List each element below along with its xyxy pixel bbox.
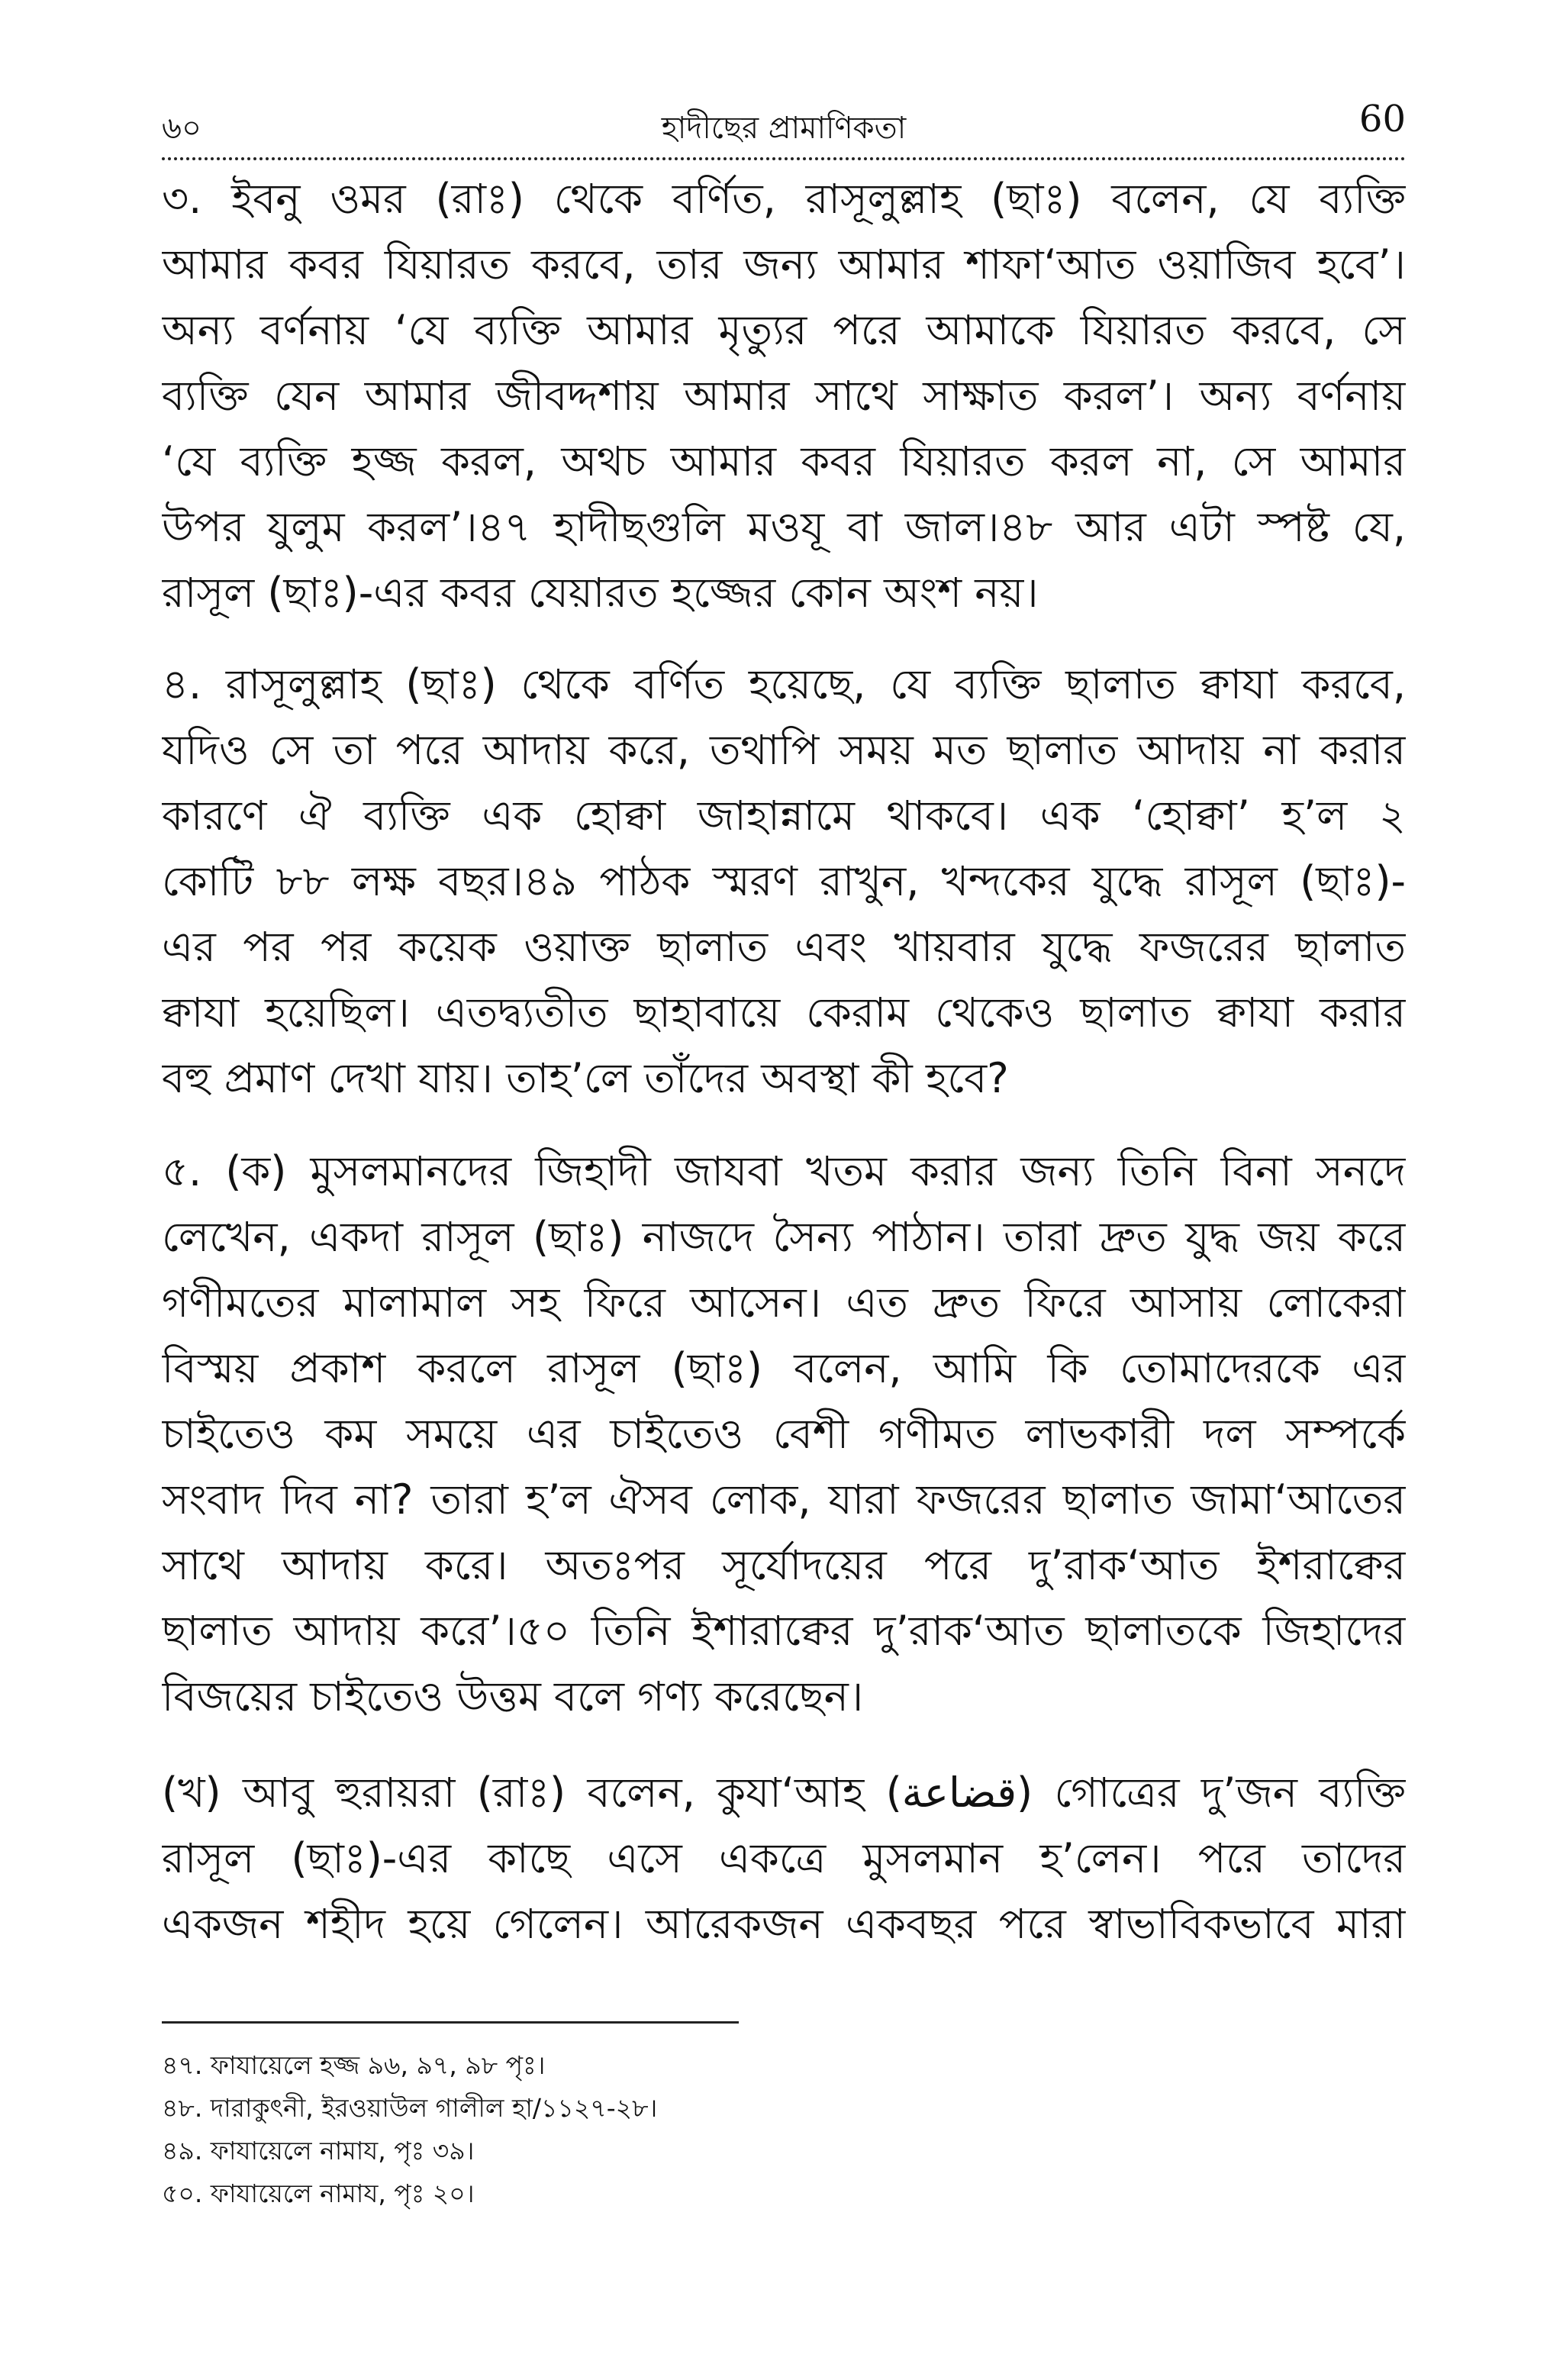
text-line: ছালাত আদায় করে’।৫০ তিনি ইশারাক্বের দু’রাক‘আত ছালাতকে জিহাদের — [162, 1607, 1406, 1655]
text-line: সংবাদ দিব না? তারা হ’ল ঐসব লোক, যারা ফজরের ছালাত জামা‘আতের — [162, 1475, 1406, 1524]
text-line: অন্য বর্ণনায় ‘যে ব্যক্তি আমার মৃত্যুর পরে আমাকে যিয়ারত করবে, সে — [162, 306, 1406, 354]
text-line: কোটি ৮৮ লক্ষ বছর।৪৯ পাঠক স্মরণ রাখুন, খন্দকের যুদ্ধে রাসূল (ছাঃ)- — [162, 857, 1406, 905]
footnote-48: ৪৮. দারাকুৎনী, ইরওয়াউল গালীল হা/১১২৭-২৮। — [162, 2093, 658, 2123]
text-line: বহু প্রমাণ দেখা যায়। তাহ’লে তাঁদের অবস্থা কী হবে? — [162, 1054, 1009, 1102]
text-line: বিজয়ের চাইতেও উত্তম বলে গণ্য করেছেন। — [162, 1672, 864, 1721]
text-line: চাইতেও কম সময়ে এর চাইতেও বেশী গণীমত লাভকারী দল সম্পর্কে — [162, 1410, 1406, 1458]
footnote-50: ৫০. ফাযায়েলে নামায, পৃঃ ২০। — [162, 2178, 475, 2208]
paragraph-5-ka — [162, 1139, 1406, 1730]
text-line: আমার কবর যিয়ারত করবে, তার জন্য আমার শাফা‘আত ওয়াজিব হবে’। — [162, 240, 1406, 289]
text-line: লেখেন, একদা রাসূল (ছাঃ) নাজদে সৈন্য পাঠান। তারা দ্রুত যুদ্ধ জয় করে — [162, 1213, 1406, 1261]
text-line: রাসূল (ছাঃ)-এর কবর যেয়ারত হজ্জের কোন অংশ নয়। — [162, 569, 1039, 617]
running-title: হাদীছের প্রামাণিকতা — [661, 111, 907, 146]
text-line: রাসূল (ছাঃ)-এর কাছে এসে একত্রে মুসলমান হ’লেন। পরে তাদের — [162, 1834, 1406, 1882]
body-text — [162, 166, 1406, 1982]
paragraph-4 — [162, 652, 1406, 1111]
footnote-49: ৪৯. ফাযায়েলে নামায, পৃঃ ৩৯। — [162, 2136, 475, 2166]
text-line: একজন শহীদ হয়ে গেলেন। আরেকজন একবছর পরে স্বাভাবিকভাবে মারা — [162, 1900, 1406, 1948]
text-line: সাথে আদায় করে। অতঃপর সূর্যোদয়ের পরে দু’রাক‘আত ইশরাক্বের — [162, 1541, 1406, 1589]
text-line: ৪. রাসূলুল্লাহ (ছাঃ) থেকে বর্ণিত হয়েছে, যে ব্যক্তি ছালাত ক্বাযা করবে, — [162, 660, 1406, 708]
page-header — [162, 98, 1406, 154]
header-dotted-rule — [162, 157, 1406, 160]
footnote-47: ৪৭. ফাযায়েলে হজ্জ ৯৬, ৯৭, ৯৮ পৃঃ। — [162, 2050, 546, 2080]
text-line: বিস্ময় প্রকাশ করলে রাসূল (ছাঃ) বলেন, আমি কি তোমাদেরকে এর — [162, 1344, 1406, 1392]
text-line: ‘যে ব্যক্তি হজ্জ করল, অথচ আমার কবর যিয়ারত করল না, সে আমার — [162, 437, 1406, 485]
text-line: এর পর পর কয়েক ওয়াক্ত ছালাত এবং খায়বার যুদ্ধে ফজরের ছালাত — [162, 923, 1406, 971]
text-line: উপর যুলুম করল’।৪৭ হাদীছগুলি মওযূ বা জাল।৪৮ আর এটা স্পষ্ট যে, — [162, 503, 1406, 551]
text-line: ৩. ইবনু ওমর (রাঃ) থেকে বর্ণিত, রাসূলুল্লাহ (ছাঃ) বলেন, যে ব্যক্তি — [162, 175, 1406, 223]
page-number: 60 — [1358, 98, 1406, 140]
text-line: গণীমতের মালামাল সহ ফিরে আসেন। এত দ্রুত ফিরে আসায় লোকেরা — [162, 1279, 1406, 1327]
footnotes — [162, 2044, 1406, 2215]
footnote-rule — [162, 2021, 739, 2024]
paragraph-3 — [162, 166, 1406, 626]
text-line: (খ) আবু হুরায়রা (রাঃ) বলেন, কুযা‘আহ (قضاعة) গোত্রের দু’জন ব্যক্তি — [162, 1769, 1406, 1817]
text-line: ক্বাযা হয়েছিল। এতদ্ব্যতীত ছাহাবায়ে কেরাম থেকেও ছালাত ক্বাযা করার — [162, 988, 1406, 1037]
text-line: যদিও সে তা পরে আদায় করে, তথাপি সময় মত ছালাত আদায় না করার — [162, 726, 1406, 774]
page-number-bengali: ৬০ — [162, 111, 202, 146]
text-line: ব্যক্তি যেন আমার জীবদ্দশায় আমার সাথে সাক্ষাত করল’। অন্য বর্ণনায় — [162, 372, 1406, 420]
text-line: কারণে ঐ ব্যক্তি এক হোক্বা জাহান্নামে থাকবে। এক ‘হোক্বা’ হ’ল ২ — [162, 792, 1406, 840]
text-line: ৫. (ক) মুসলমানদের জিহাদী জাযবা খতম করার জন্য তিনি বিনা সনদে — [162, 1147, 1406, 1195]
paragraph-5-kha — [162, 1760, 1406, 1957]
